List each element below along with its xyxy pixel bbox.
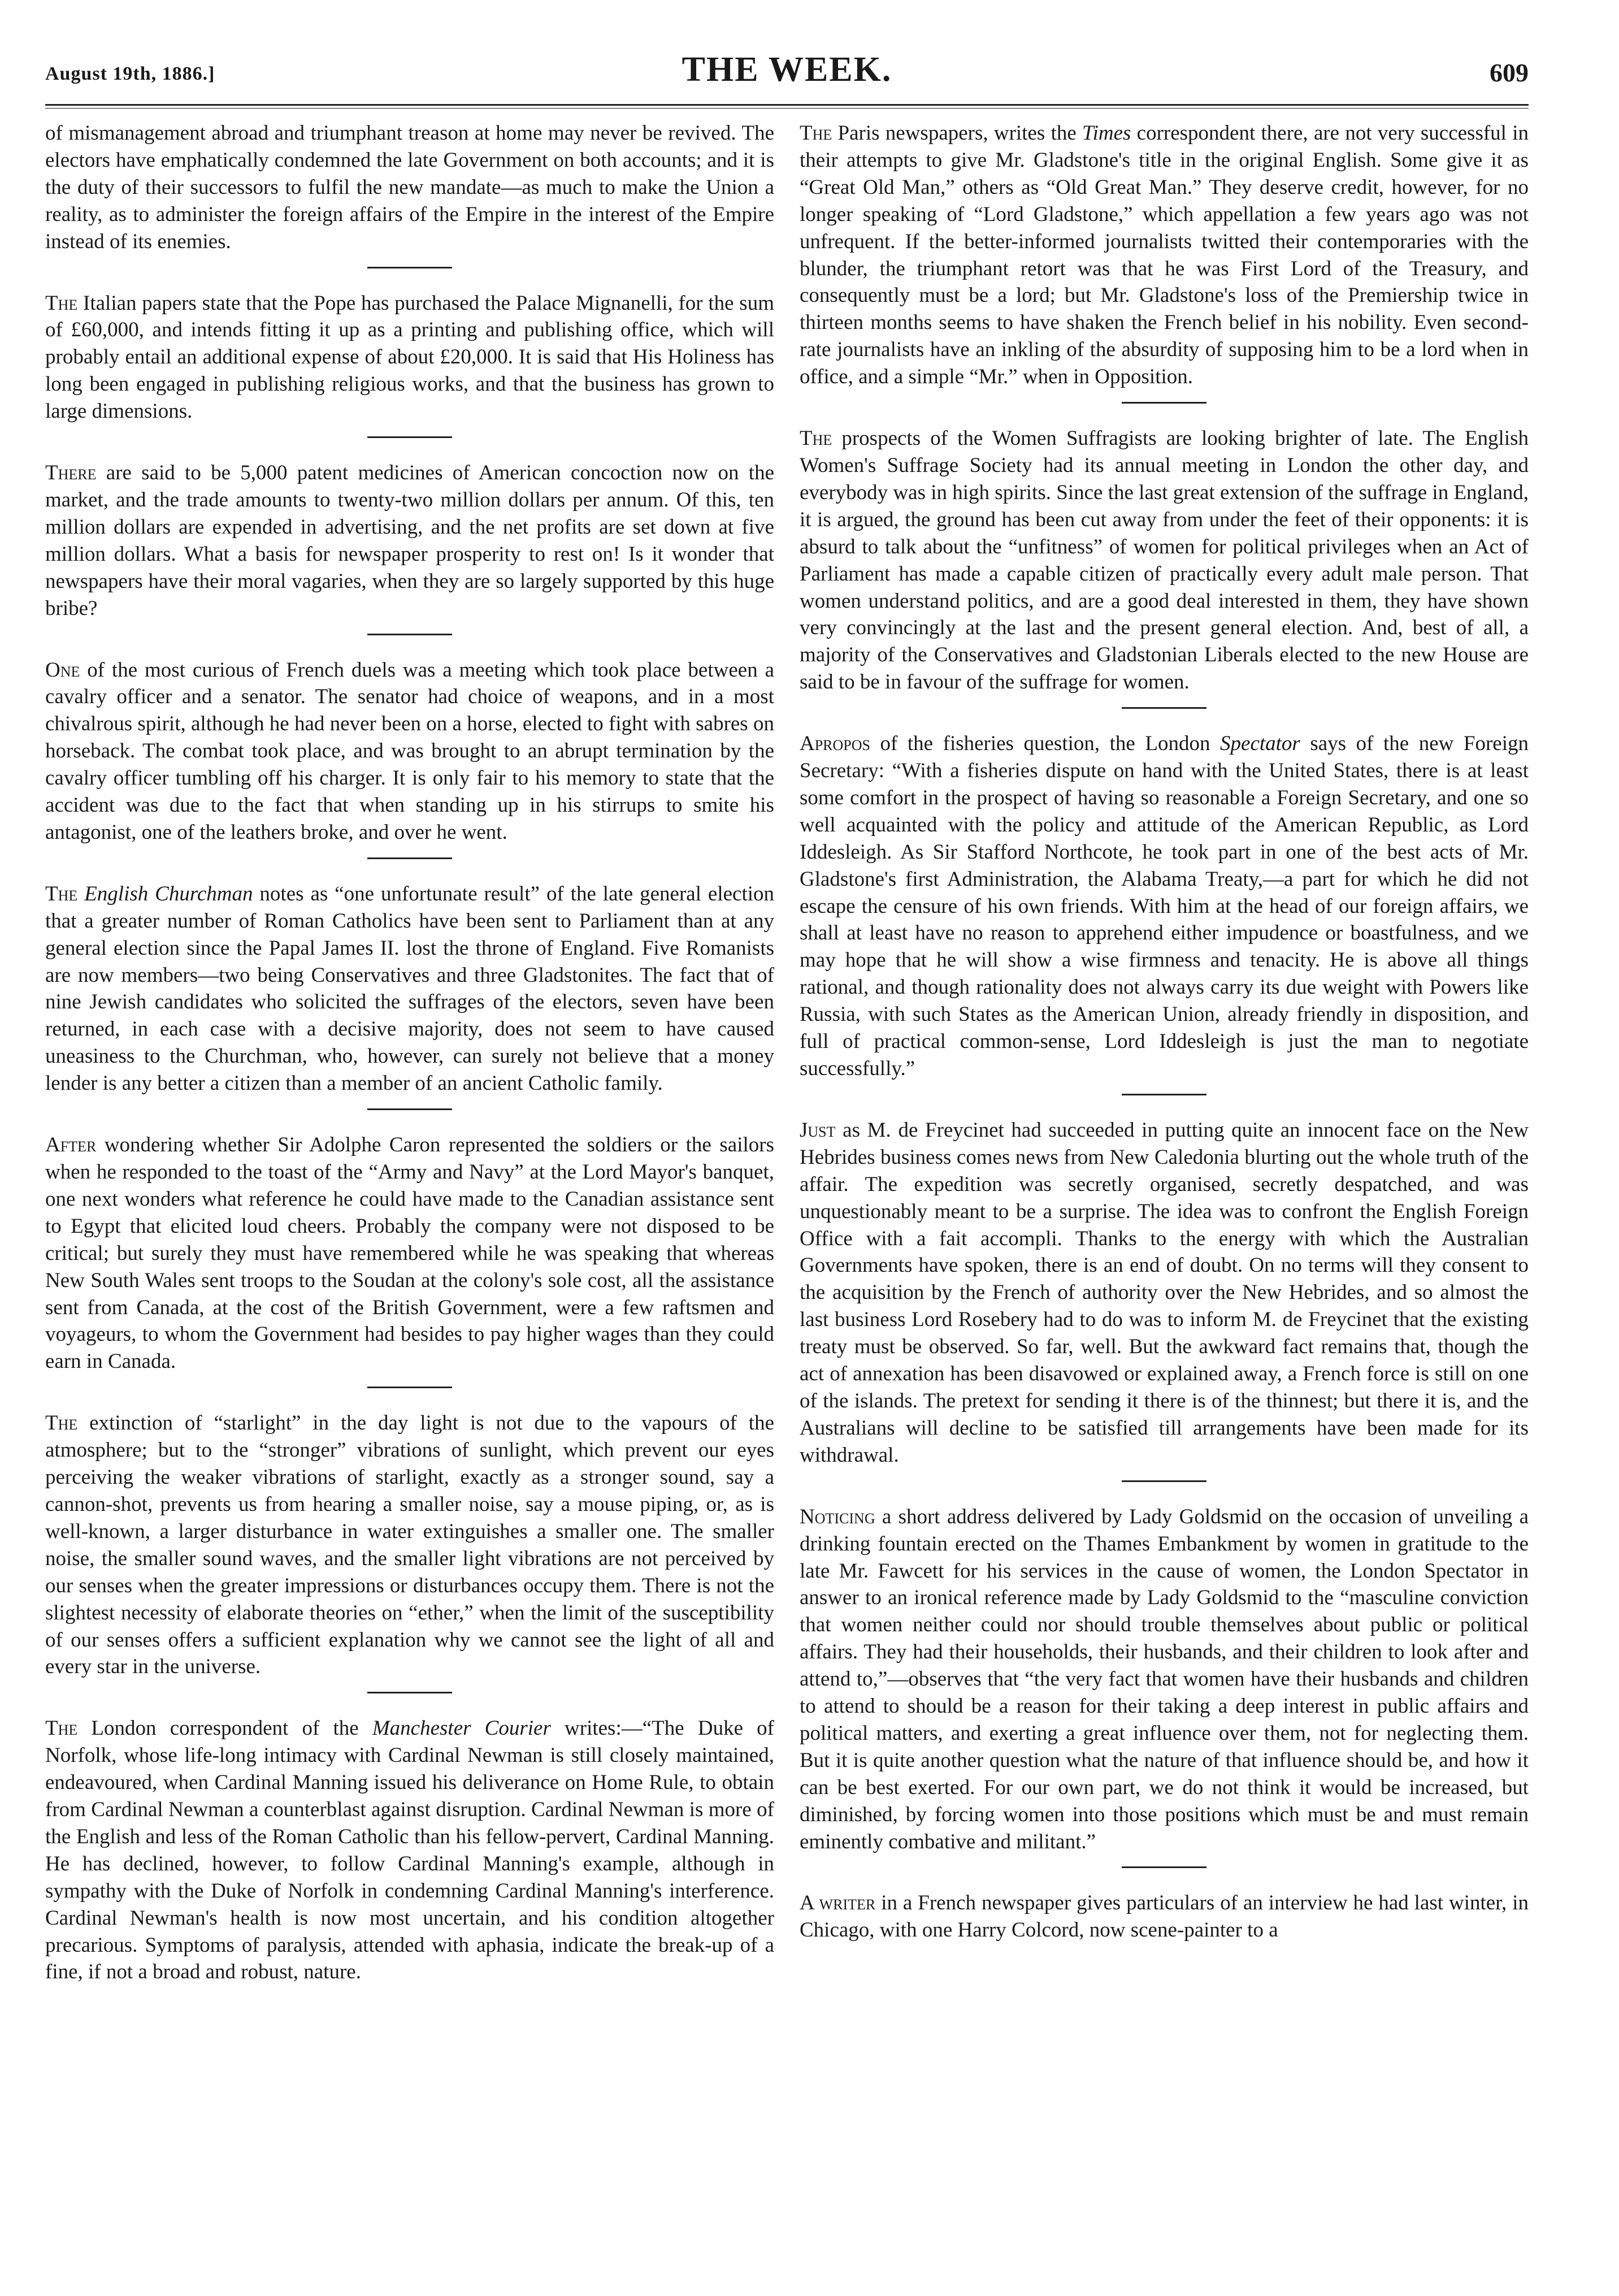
paragraph-text: notes as “one unfortunate result” of the late general election that a greater number of Roman Catholics have been sent to Parliament than at any general election since the Papal James II. lost the throne of England. Five Romanists are now members—two being Conservatives and three Gladstonites. The fact that of nine Jewish candidates who solicited the suffrages of the electors, seven have been returned, in each case with a decisive majority, does not seem to have caused uneasiness to the Churchman, who, however, can surely not believe that a money lender is any better a citizen than a member of an ancient Catholic family. (45, 882, 774, 1095)
article-paragraph (800, 120, 1529, 391)
paragraph-lead-word: One (45, 658, 80, 682)
paragraph-lead-word: The (800, 427, 832, 450)
article-separator (367, 436, 452, 438)
article-paragraph (800, 1504, 1529, 1856)
paragraph-lead-word: The (45, 291, 78, 315)
publication-title: Spectator (1220, 732, 1300, 756)
article-paragraph (800, 1117, 1529, 1469)
paragraph-text: correspondent there, are not very successful in their attempts to give Mr. Gladstone's title in the original English. Some give it as “Great Old Man,” others as “Old Great Man.” They deserve credit, however, for no longer speaking of “Lord Gladstone,” which appellation a few years ago was not unfrequent. If the better-informed journalists twitted their contemporaries with the blunder, the triumphant retort was that he was First Lord of the Treasury, and consequently must be a lord; but Mr. Gladstone's loss of the Premiership twice in thirteen months seems to have shaken the French belief in his nobility. Even second-rate journalists have an inkling of the absurdity of supposing him to be a lord when in office, and a simple “Mr.” when in Opposition. (800, 122, 1529, 389)
article-separator (1122, 402, 1206, 404)
paragraph-text: a short address delivered by Lady Goldsmid on the occasion of unveiling a drinking fountain erected on the Thames Embankment by women in gratitude to the late Mr. Fawcett for his services in the cause of women, the London Spectator in answer to an ironical reference made by Lady Goldsmid to the “masculine conviction that women neither could nor should trouble themselves about public or political affairs. They had their households, their husbands, and their children to look after and attend to,”—observes that “the very fact that women have their husbands and children to attend to should be a reason for their taking a deep interest in public affairs and political matters, and exerting a great influence over them, not for neglecting them. But it is quite another question what the nature of that influence should be, and how it can be best exerted. For our own part, we do not think it would be increased, but diminished, by forcing women into those positions which must be and must remain eminently combative and militant.” (800, 1505, 1529, 1853)
article-paragraph (45, 657, 774, 846)
publication-title: Manchester Courier (372, 1717, 551, 1740)
paragraph-text: of the fisheries question, the London (870, 732, 1221, 756)
article-separator (367, 267, 452, 268)
paragraph-lead-word: The (45, 882, 78, 906)
paragraph-lead-word: The (45, 1411, 78, 1435)
paragraph-lead-word: The (800, 122, 832, 145)
article-separator (367, 857, 452, 859)
page-number: 609 (1490, 58, 1529, 87)
masthead-title: THE WEEK. (682, 50, 892, 89)
left-column (45, 120, 774, 2268)
article-paragraph (45, 290, 774, 426)
article-separator (1122, 1480, 1206, 1482)
issue-date: August 19th, 1886.] (45, 63, 215, 84)
article-paragraph (45, 120, 774, 255)
paragraph-text (77, 882, 84, 906)
paragraph-text: London correspondent of the (77, 1717, 372, 1740)
paragraph-text: extinction of “starlight” in the day light is not due to the vapours of the atmosphere; but to the “stronger” vibrations of sunlight, which prevent our eyes perceiving the weaker vibrations of starlight, exactly as a stronger sound, say a cannon-shot, prevents us from hearing a smaller noise, say a mouse piping, or, as is well-known, a larger disturbance in water extinguishes a smaller one. The smaller noise, the smaller sound waves, and the smaller light vibrations are not perceived by our senses when the greater impressions or disturbances occupy them. There is not the slightest necessity of elaborate theories on “ether,” when the limit of the susceptibility of our senses offers a sufficient explanation why we cannot see the light of all and every star in the universe. (45, 1411, 774, 1679)
header-rule-thin (45, 108, 1529, 109)
paragraph-lead-word: A writer (800, 1891, 876, 1915)
page-header (45, 50, 1529, 106)
article-separator (1122, 1094, 1206, 1095)
article-paragraph (45, 1410, 774, 1680)
article-paragraph (45, 1715, 774, 1986)
article-separator (1122, 707, 1206, 709)
publication-title: Times (1082, 122, 1131, 145)
paragraph-text: of mismanagement abroad and triumphant treason at home may never be revived. The electors have emphatically condemned the late Government on both accounts; and it is the duty of their successors to fulfil the new mandate—as much to make the Union a reality, as to administer the foreign affairs of the Empire in the interest of the Empire instead of its enemies. (45, 122, 774, 253)
paragraph-lead-word: The (45, 1717, 78, 1740)
article-separator (367, 1692, 452, 1693)
article-separator (367, 1387, 452, 1388)
article-paragraph (45, 460, 774, 622)
paragraph-text: prospects of the Women Suffragists are looking brighter of late. The English Women's Suffrage Society had its annual meeting in London the other day, and everybody was in high spirits. Since the last great extension of the suffrage in England, it is argued, the ground has been cut away from under the feet of their opponents: it is absurd to talk about the “unfitness” of women for political privileges when an Act of Parliament has made a capable citizen of practically every adult male person. That women understand politics, and are a good deal interested in them, they have shown very convincingly at the last and the present general election. And, best of all, a majority of the Conservatives and Gladstonian Liberals elected to the new House are said to be in favour of the suffrage for women. (800, 427, 1529, 694)
article-paragraph (45, 1132, 774, 1375)
paragraph-text: Paris newspapers, writes the (832, 122, 1083, 145)
article-paragraph (45, 881, 774, 1097)
right-column (800, 120, 1529, 2268)
article-paragraph (800, 730, 1529, 1082)
article-paragraph (800, 1890, 1529, 1944)
paragraph-text: are said to be 5,000 patent medicines of American concoction now on the market, and the trade amounts to twenty-two million dollars per annum. Of this, ten million dollars are expended in advertising, and the net profits are set down at five million dollars. What a basis for newspaper prosperity to rest on! Is it wonder that newspapers have their moral vagaries, when they are so largely supported by this huge bribe? (45, 461, 774, 620)
paragraph-lead-word: Noticing (800, 1505, 875, 1528)
article-separator (367, 1108, 452, 1110)
article-paragraph (800, 425, 1529, 696)
paragraph-lead-word: Just (800, 1118, 836, 1142)
paragraph-text: says of the new Foreign Secretary: “With a fisheries dispute on hand with the United States, there is at least some comfort in the prospect of having so reasonable a Foreign Secretary, and one so well acquainted with the policy and attitude of the American Republic, as Lord Iddesleigh. As Sir Stafford Northcote, he took part in one of the best acts of Mr. Gladstone's first Administration, the Alabama Treaty,—a part for which he did not escape the censure of his own friends. With him at the head of our foreign affairs, we shall at least have no reason to apprehend either impudence or boastfulness, and we may hope that he will show a wise firmness and tenacity. He is above all things rational, and though rationality does not always carry its due weight with Powers like Russia, with such States as the American Union, already friendly in disposition, and full of practical common-sense, Lord Iddesleigh is just the man to negotiate successfully.” (800, 732, 1529, 1080)
paragraph-text: as M. de Freycinet had succeeded in putting quite an innocent face on the New Hebrides business comes news from New Caledonia blurting out the whole truth of the affair. The expedition was secretly organised, secretly despatched, and was unquestionably meant to be a surprise. The idea was to confront the English Foreign Office with a fait accompli. Thanks to the energy with which the Australian Governments have spoken, there is an end of doubt. On no terms will they consent to the acquisition by the French of authority over the New Hebrides, and so almost the last business Lord Rosebery had to do was to inform M. de Freycinet that the existing treaty must be observed. So far, well. But the awkward fact remains that, though the act of annexation has been disavowed or explained away, a French force is still on one of the islands. The pretext for sending it there is of the thinnest; but there it is, and the Australians will decline to be satisfied till arrangements have been made for its withdrawal. (800, 1118, 1529, 1467)
paragraph-text: of the most curious of French duels was a meeting which took place between a cavalry officer and a senator. The senator had choice of weapons, and in a most chivalrous spirit, although he had never been on a horse, elected to fight with sabres on horseback. The combat took place, and was brought to an abrupt termination by the cavalry officer tumbling off his charger. It is only fair to his memory to state that the accident was due to the fact that when standing up in his stirrups to smite his antagonist, one of the leathers broke, and over he went. (45, 658, 774, 844)
paragraph-text: Italian papers state that the Pope has purchased the Palace Mignanelli, for the sum of £60,000, and intends fitting it up as a printing and publishing office, which will probably entail an additional expense of about £20,000. It is said that His Holiness has long been engaged in publishing religious works, and that the business has grown to large dimensions. (45, 291, 774, 423)
paragraph-lead-word: There (45, 461, 97, 485)
article-separator (1122, 1866, 1206, 1868)
paragraph-text: writes:—“The Duke of Norfolk, whose life-long intimacy with Cardinal Newman is still closely maintained, endeavoured, when Cardinal Manning issued his deliverance on Home Rule, to obtain from Cardinal Newman a counterblast against disruption. Cardinal Newman is more of the English and less of the Roman Catholic than his fellow-pervert, Cardinal Manning. He has declined, however, to follow Cardinal Manning's example, although in sympathy with the Duke of Norfolk in condemning Cardinal Manning's interference. Cardinal Newman's health is now most uncertain, and his condition altogether precarious. Symptoms of paralysis, attended with aphasia, indicate the break-up of a fine, if not a broad and robust, nature. (45, 1717, 774, 1984)
article-separator (367, 634, 452, 635)
header-rule (45, 104, 1529, 106)
paragraph-text: in a French newspaper gives particulars of an interview he had last winter, in Chicago, with one Harry Colcord, now scene-painter to a (800, 1891, 1529, 1942)
paragraph-lead-word: Apropos (800, 732, 870, 756)
paragraph-lead-word: After (45, 1133, 97, 1157)
paragraph-text: wondering whether Sir Adolphe Caron represented the soldiers or the sailors when he responded to the toast of the “Army and Navy” at the Lord Mayor's banquet, one next wonders what reference he could have made to the Canadian assistance sent to Egypt that elicited loud cheers. Probably the company were not disposed to be critical; but surely they must have remembered while he was speaking that whereas New South Wales sent troops to the Soudan at the colony's sole cost, all the assistance sent from Canada, at the cost of the British Government, were a few raftsmen and voyageurs, to whom the Government had besides to pay higher wages than they could earn in Canada. (45, 1133, 774, 1374)
publication-title: English Churchman (84, 882, 253, 906)
